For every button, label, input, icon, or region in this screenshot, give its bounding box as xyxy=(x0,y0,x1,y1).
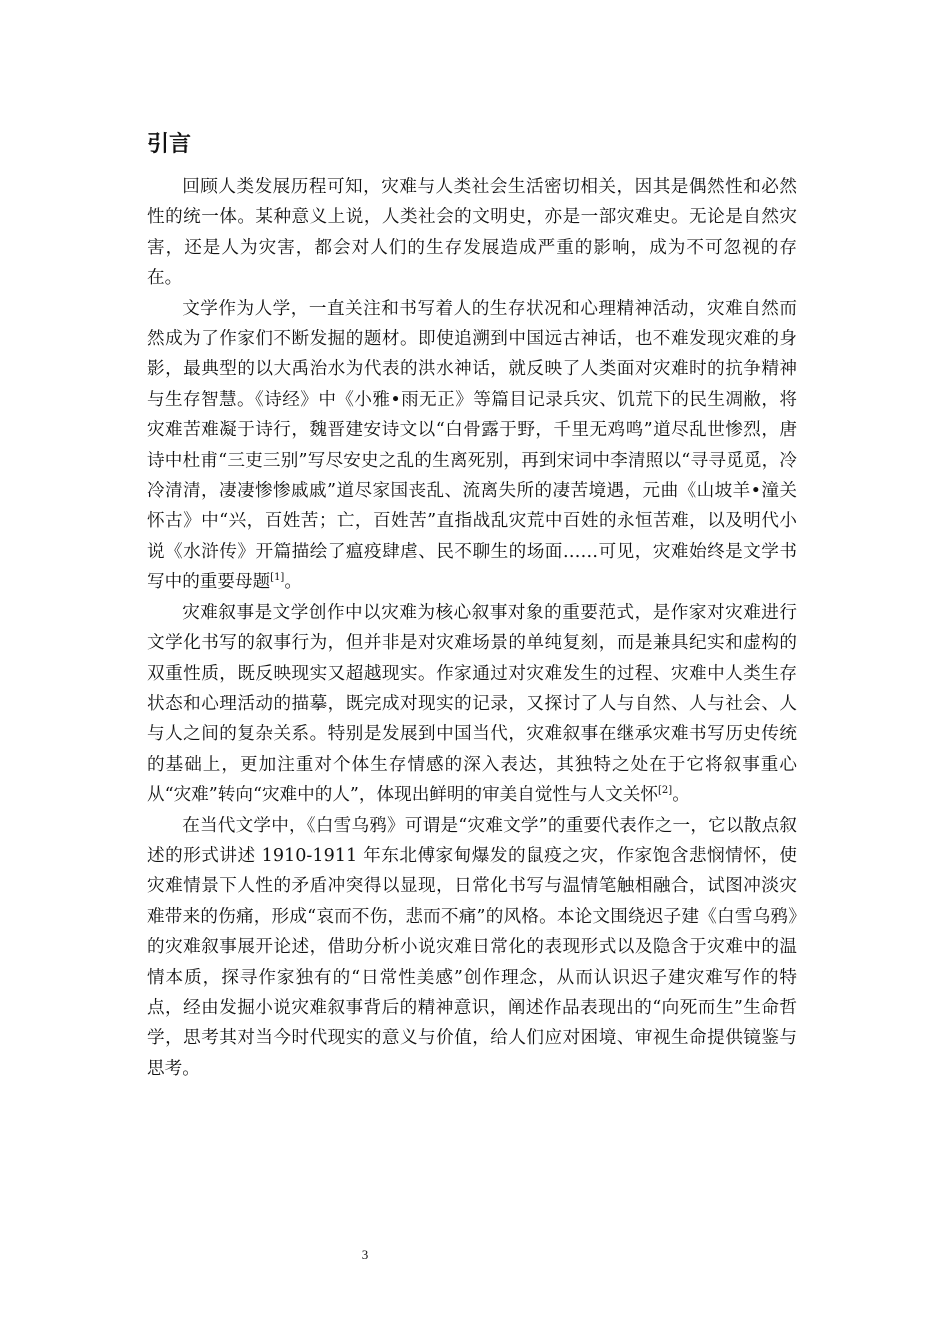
paragraph-tail: 。 xyxy=(672,785,690,806)
body-text xyxy=(147,172,797,1084)
paragraph-2 xyxy=(147,294,797,598)
paragraph-text: 在当代文学中，《白雪乌鸦》可谓是“灾难文学”的重要代表作之一，它以散点叙述的形式讲述 1910-1911 年东北傅家甸爆发的鼠疫之灾，作家饱含悲悯情怀，使灾难情景下人性的矛盾冲突得以显现，日常化书写与温情笔触相融合，试图冲淡灾难带来的伤痛，形成“哀而不伤，悲而不痛”的风格。本论文围绕迟子建《白雪乌鸦》的灾难叙事展开论述，借助分析小说灾难日常化的表现形式以及隐含于灾难中的温情本质，探寻作家独有的“日常性美感”创作理念，从而认识迟子建灾难写作的特点，经由发掘小说灾难叙事背后的精神意识，阐述作品表现出的“向死而生”生命哲学，思考其对当今时代现实的意义与价值，给人们应对困境、审视生命提供镜鉴与思考。 xyxy=(147,815,797,1079)
paragraph-text: 灾难叙事是文学创作中以灾难为核心叙事对象的重要范式，是作家对灾难进行文学化书写的叙事行为，但并非是对灾难场景的单纯复刻，而是兼具纪实和虚构的双重性质，既反映现实又超越现实。作家通过对灾难发生的过程、灾难中人类生存状态和心理活动的描摹，既完成对现实的记录，又探讨了人与自然、人与社会、人与人之间的复杂关系。特别是发展到中国当代，灾难叙事在继承灾难书写历史传统的基础上，更加注重对个体生存情感的深入表达，其独特之处在于它将叙事重心从“灾难”转向“灾难中的人”，体现出鲜明的审美自觉性与人文关怀 xyxy=(147,602,797,806)
paragraph-tail: 。 xyxy=(284,572,302,593)
citation-marker: [1] xyxy=(270,572,285,584)
citation-marker: [2] xyxy=(658,785,673,797)
section-heading: 引言 xyxy=(147,132,192,157)
paragraph-text: 回顾人类发展历程可知，灾难与人类社会生活密切相关，因其是偶然性和必然性的统一体。某种意义上说，人类社会的文明史，亦是一部灾难史。无论是自然灾害，还是人为灾害，都会对人们的生存发展造成严重的影响，成为不可忽视的存在。 xyxy=(147,177,797,289)
paragraph-4 xyxy=(147,811,797,1085)
paragraph-3 xyxy=(147,598,797,811)
paragraph-text: 文学作为人学，一直关注和书写着人的生存状况和心理精神活动，灾难自然而然成为了作家们不断发掘的题材。即使追溯到中国远古神话，也不难发现灾难的身影，最典型的以大禹治水为代表的洪水神话，就反映了人类面对灾难时的抗争精神与生存智慧。《诗经》中《小雅•雨无正》等篇目记录兵灾、饥荒下的民生凋敝，将灾难苦难凝于诗行，魏晋建安诗文以“白骨露于野，千里无鸡鸣”道尽乱世惨烈，唐诗中杜甫“三吏三别”写尽安史之乱的生离死别，再到宋词中李清照以“寻寻觅觅，冷冷清清，凄凄惨惨戚戚”道尽家国丧乱、流离失所的凄苦境遇，元曲《山坡羊•潼关怀古》中“兴，百姓苦；亡，百姓苦”直指战乱灾荒中百姓的永恒苦难，以及明代小说《水浒传》开篇描绘了瘟疫肆虐、民不聊生的场面……可见，灾难始终是文学书写中的重要母题 xyxy=(147,298,797,593)
paragraph-1 xyxy=(147,172,797,294)
page-number: 3 xyxy=(361,1247,369,1262)
